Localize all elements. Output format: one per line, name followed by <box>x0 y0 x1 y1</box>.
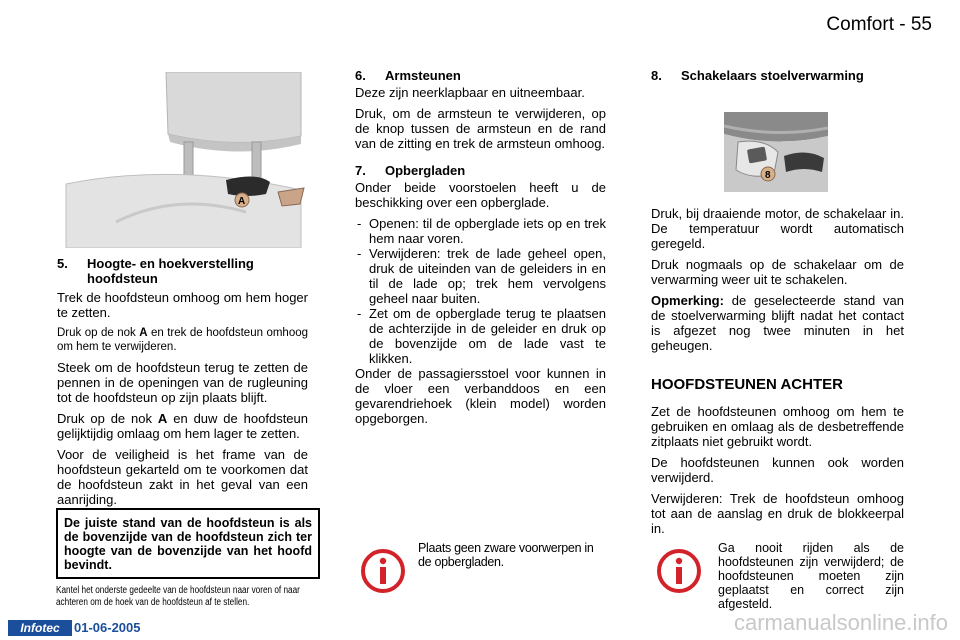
watermark: carmanualsonline.info <box>733 610 948 635</box>
paragraph: Opmerking: de geselecteerde stand van de stoelverwarming blijft nadat het contact is afgezet nog twee minuten in het geheugen. <box>651 293 904 353</box>
drawer-instructions-list <box>355 216 606 366</box>
column-middle <box>355 68 606 432</box>
paragraph: Onder de passagiersstoel voor kunnen in de vloer een verbanddoos en een gevarendriehoek (klein model) worden opgeborgen. <box>355 366 606 426</box>
column-right-body <box>651 206 904 542</box>
column-right <box>651 68 904 83</box>
section-8-heading: 8. Schakelaars stoelverwarming <box>651 68 864 83</box>
print-date: 01-06-2005 <box>74 620 141 635</box>
paragraph: Onder beide voorstoelen heeft u de beschikking over een opberglade. <box>355 180 606 210</box>
paragraph: Verwijderen: Trek de hoofdsteun omhoog tot aan de aanslag en druk de blokkeerpal in. <box>651 491 904 536</box>
paragraph: Voor de veiligheid is het frame van de hoofdsteun gekarteld om te voorkomen dat de hoofdsteun zakt in het geval van een aanrijding. <box>57 447 308 507</box>
figure-label-a: A <box>238 196 246 207</box>
warning-box: De juiste stand van de hoofdsteun is als de bovenzijde van de hoofdsteun zich ter hoogte van de bovenzijde van het hoofd bevindt. <box>56 508 320 579</box>
info-icon <box>656 548 702 594</box>
info-note: Plaats geen zware voorwerpen in de opbergladen. <box>418 541 594 569</box>
info-icon <box>360 548 406 594</box>
list-item: - Openen: til de opberglade iets op en trek hem naar voren. <box>355 216 606 246</box>
page-title: Comfort - 55 <box>826 14 932 35</box>
headrest-illustration <box>56 72 306 248</box>
paragraph: Druk op de nok A en duw de hoofdsteun gelijktijdig omlaag om hem lager te zetten. <box>57 411 308 441</box>
section-5-heading: 5. Hoogte- en hoekverstelling hoofdsteun <box>57 256 254 286</box>
paragraph: Druk, bij draaiende motor, de schakelaar in. De temperatuur wordt automatisch geregeld. <box>651 206 904 251</box>
paragraph: Zet de hoofdsteunen omhoog om hem te gebruiken en omlaag als de desbetreffende zitplaats niet gebruikt wordt. <box>651 404 904 449</box>
paragraph: Trek de hoofdsteun omhoog om hem hoger te zetten. <box>57 290 308 320</box>
paragraph: Druk op de nok A en trek de hoofdsteun omhoog om hem te verwijderen. <box>57 327 309 353</box>
section-heading-rear-headrests: HOOFDSTEUNEN ACHTER <box>651 376 843 393</box>
paragraph: Deze zijn neerklapbaar en uitneembaar. <box>355 85 585 100</box>
list-item: - Zet om de opberglade terug te plaatsen de achterzijde in de geleider en druk op de bovenzijde om de lade vast te klikken. <box>355 306 606 366</box>
seat-heating-switch-illustration <box>724 112 828 192</box>
paragraph: Druk nogmaals op de schakelaar om de verwarming weer uit te schakelen. <box>651 257 904 287</box>
note-label: Opmerking: <box>651 293 724 308</box>
figure-label-8: 8 <box>765 170 771 181</box>
infotec-logo: Infotec <box>8 620 72 636</box>
list-item: - Verwijderen: trek de lade geheel open, druk de uiteinden van de geleiders in en til de lade op; trek hem vervolgens geheel naar buiten. <box>355 246 606 306</box>
paragraph: De hoofdsteunen kunnen ook worden verwijderd. <box>651 455 904 485</box>
paragraph: Druk, om de armsteun te verwijderen, op de knop tussen de armsteun en de rand van de zitting en trek de armsteun omhoog. <box>355 106 606 151</box>
section-7-heading: 7. Opbergladen <box>355 163 466 178</box>
info-note: Ga nooit rijden als de hoofdsteunen zijn verwijderd; de hoofdsteunen moeten zijn geplaatst en correct zijn afgesteld. <box>718 541 904 611</box>
section-6-heading: 6. Armsteunen <box>355 68 461 83</box>
caption: Kantel het onderste gedeelte van de hoofdsteun naar voren of naar achteren om de hoek van de hoofdsteun af te stellen. <box>56 585 300 608</box>
column-left <box>57 256 308 513</box>
paragraph: Steek om de hoofdsteun terug te zetten de pennen in de openingen van de rugleuning tot de hoofdsteun op zijn plaats blijft. <box>57 360 308 405</box>
